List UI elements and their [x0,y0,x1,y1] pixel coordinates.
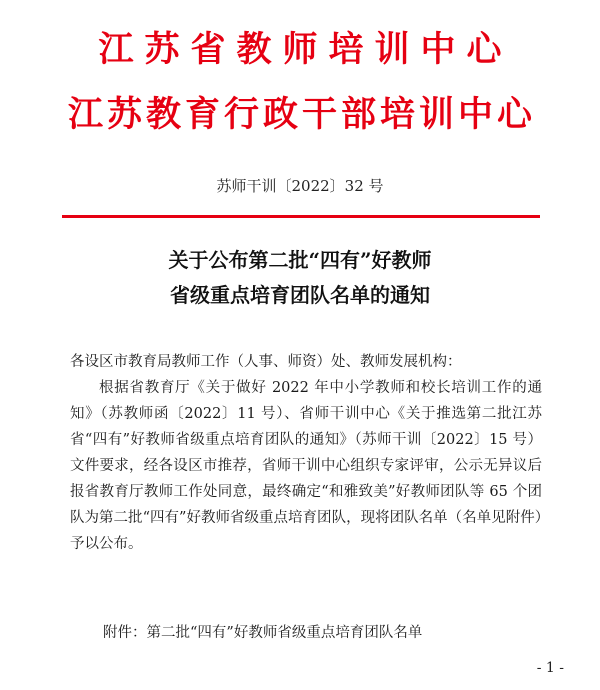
salutation: 各设区市教育局教师工作（人事、师资）处、教师发展机构： [70,354,462,370]
page-number: - 1 - [536,660,564,676]
attachment-note: 附件：第二批“四有”好教师省级重点培育团队名单 [103,625,423,641]
issuer-name-primary: 江苏省教师培训中心 [98,30,513,70]
document-title-line-2: 省级重点培育团队名单的通知 [170,283,430,307]
issuer-name-secondary: 江苏教育行政干部培训中心 [67,95,536,135]
document-number: 苏师干训〔2022〕32 号 [216,177,384,195]
body-paragraph: 根据省教育厅《关于做好 2022 年中小学教师和校长培训工作的通知》（苏教师函〔2022〕11 号）、省师干训中心《关于推选第二批江苏省“四有”好教师省级重点培育团队的通知》（苏师干训〔2022〕15 号）文件要求，经各设区市推荐，省师干训中心组织专家评审，公示无异议后报省教育厅教师工作处同意，最终确定“和雅致美”好教师团队等 65 个团队为第二批“四有”好教师省级重点培育团队，现将团队名单（名单见附件）予以公布。 [70,380,542,552]
red-divider [62,215,540,218]
document-title-line-1: 关于公布第二批“四有”好教师 [168,248,432,272]
